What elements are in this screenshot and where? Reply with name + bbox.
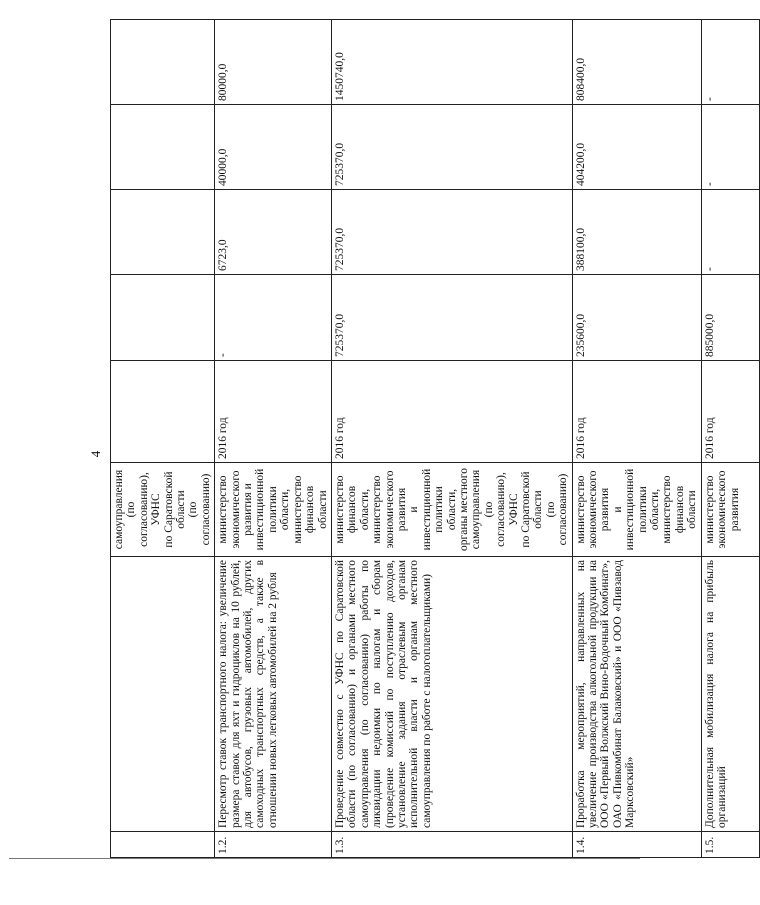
table-row xyxy=(331,20,572,858)
cell-measure: Пересмотр ставок транспортного налога: увеличение размера ставок для яхт и гидроциклов на 10 рублей, для автобусов, грузовых автомобилей, других самоходных транспортных средств, а также в отношении новых легковых автомобилей на 2 рубля xyxy=(215,557,332,832)
cell-v3: 40000,0 xyxy=(215,105,332,190)
cell-v2: 725370,0 xyxy=(331,190,572,275)
cell-v1: 725370,0 xyxy=(331,275,572,361)
measures-table xyxy=(110,19,760,858)
cell-num: 1.3. xyxy=(331,832,572,858)
cell-v1: 885000,0 xyxy=(701,275,759,361)
cell-executor: министерство экономического развития и инвестиционной политики области, министерство финансов области xyxy=(215,463,332,557)
cell-num: 1.4. xyxy=(572,832,701,858)
cell-num: 1.2. xyxy=(215,832,332,858)
table-row-continuation xyxy=(111,20,215,858)
cell-executor: министерство экономического развития и инвестиционной политики области, министерство финансов области xyxy=(572,463,701,557)
cell-v3: - xyxy=(701,105,759,190)
scan-edge-line xyxy=(9,858,640,859)
cell-v3: 404200,0 xyxy=(572,105,701,190)
cell-v2: - xyxy=(701,190,759,275)
cell-v1 xyxy=(111,275,215,361)
cell-measure xyxy=(111,557,215,832)
cell-v1: - xyxy=(215,275,332,361)
cell-v3 xyxy=(111,105,215,190)
cell-executor: министерство экономического развития xyxy=(701,463,759,557)
cell-measure: Проработка мероприятий, направленных на увеличение производства алкогольной продукции на ООО «Первый Волжский Вино-Водочный Комбинат», ОАО «Пивкомбинат Балаковский» и ООО «Пивзавод Марксовский» xyxy=(572,557,701,832)
cell-v4 xyxy=(111,20,215,105)
cell-year xyxy=(111,361,215,463)
cell-executor: министерство финансов области, министерство экономического развития и инвестиционной политики области, органы местного самоуправления (по согласованию), УФНС по Саратовской области (по согласованию) xyxy=(331,463,572,557)
cell-measure: Дополнительная мобилизация налога на прибыль организаций xyxy=(701,557,759,832)
cell-v1: 235600,0 xyxy=(572,275,701,361)
table-row xyxy=(215,20,332,858)
cell-v2: 388100,0 xyxy=(572,190,701,275)
page-number: 4 xyxy=(88,450,103,458)
cell-year: 2016 год xyxy=(572,361,701,463)
cell-v2 xyxy=(111,190,215,275)
table-row xyxy=(572,20,701,858)
table-row xyxy=(701,20,759,858)
cell-year: 2016 год xyxy=(331,361,572,463)
cell-executor: самоуправления (по согласованию), УФНС по Саратовской области (по согласованию) xyxy=(111,463,215,557)
cell-v3: 725370,0 xyxy=(331,105,572,190)
cell-year: 2016 год xyxy=(701,361,759,463)
cell-year: 2016 год xyxy=(215,361,332,463)
cell-num xyxy=(111,832,215,858)
cell-v4: 808400,0 xyxy=(572,20,701,105)
cell-v4: 1450740,0 xyxy=(331,20,572,105)
cell-v4: - xyxy=(701,20,759,105)
cell-num: 1.5. xyxy=(701,832,759,858)
rotated-table-wrapper xyxy=(110,19,760,858)
cell-v4: 80000,0 xyxy=(215,20,332,105)
cell-v2: 6723,0 xyxy=(215,190,332,275)
cell-measure: Проведение совместно с УФНС по Саратовской области (по согласованию) и органами местного самоуправления (по согласованию) работы по ликвидации недоимки по налогам и сборам (проведение комиссий по поступлению доходов, установление задания отраслевым органам исполнительной власти и органам местного самоуправления по работе с налогоплательщиками) xyxy=(331,557,572,832)
